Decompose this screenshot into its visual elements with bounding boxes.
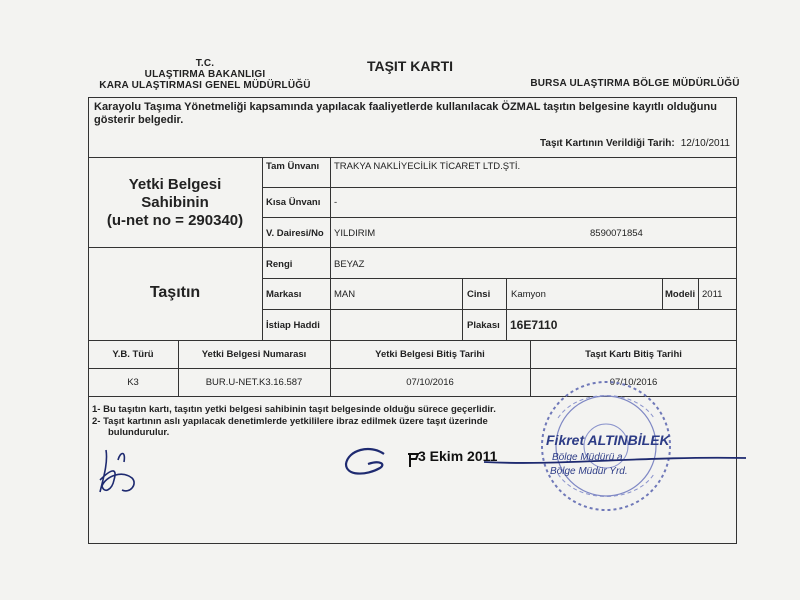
rengi-label: Rengi	[266, 259, 293, 270]
vehicle-section-title: Taşıtın	[149, 284, 201, 301]
th-yetki-no: Yetki Belgesi Numarası	[201, 349, 307, 360]
td-kart-bitis: 07/10/2016	[609, 377, 658, 388]
note-2a: 2- Taşıt kartının aslı yapılacak denetimlerde yetkililere ibraz edilmek üzere taşıt üzerinde	[92, 415, 488, 427]
markasi-value: MAN	[334, 289, 356, 300]
tax-number: 8590071854	[590, 228, 643, 239]
ministry-line2: ULAŞTIRMA BAKANLIGI	[144, 69, 266, 80]
cinsi-label: Cinsi	[467, 289, 491, 300]
signature-left-icon	[92, 440, 152, 502]
holder-title-line2: Sahibinin	[141, 194, 209, 211]
kisa-unvani-value: -	[334, 197, 338, 208]
ministry-line1: T.C.	[195, 58, 215, 69]
ministry-header	[90, 58, 320, 91]
tam-unvani-value: TRAKYA NAKLİYECİLİK TİCARET LTD.ŞTİ.	[334, 161, 521, 172]
modeli-value: 2011	[702, 289, 723, 300]
vdaire-label: V. Dairesi/No	[266, 228, 324, 239]
issue-date-value: 12/10/2011	[680, 138, 730, 149]
istiap-label: İstiap Haddi	[266, 320, 320, 331]
tam-unvani-label: Tam Ünvanı	[266, 161, 320, 172]
vdaire-value: YILDIRIM	[334, 228, 376, 239]
td-yetki-no: BUR.U-NET.K3.16.587	[205, 377, 303, 388]
signature-center-icon	[340, 442, 400, 482]
kisa-unvani-label: Kısa Ünvanı	[266, 197, 321, 208]
markasi-label: Markası	[266, 289, 302, 300]
holder-section-title	[90, 176, 260, 230]
notes	[92, 404, 532, 439]
ministry-line3: KARA ULAŞTIRMASI GENEL MÜDÜRLÜĞÜ	[99, 80, 311, 91]
intro-text: Karayolu Taşıma Yönetmeliği kapsamında yapılacak faaliyetlerde kullanılacak ÖZMAL taşıtın belgesine kayıtlı olduğunu gösterir belgedir.	[94, 101, 717, 126]
plakasi-value: 16E7110	[510, 318, 558, 332]
regional-office: BURSA ULAŞTIRMA BÖLGE MÜDÜRLÜĞÜ	[530, 78, 740, 89]
holder-title-line3: (u-net no = 290340)	[106, 212, 244, 229]
holder-title-line1: Yetki Belgesi	[128, 176, 222, 193]
handwritten-date: 3 Ekim 2011	[418, 448, 498, 464]
issue-date	[480, 138, 730, 149]
signatory-role2: Bölge Müdür Yrd.	[550, 466, 628, 477]
th-yb-turu: Y.B. Türü	[112, 349, 154, 360]
modeli-label: Modeli	[665, 289, 696, 300]
cinsi-value: Kamyon	[511, 289, 546, 300]
td-yb-turu: K3	[127, 377, 139, 388]
th-yetki-bitis: Yetki Belgesi Bitiş Tarihi	[375, 349, 485, 360]
th-kart-bitis: Taşıt Kartı Bitiş Tarihi	[585, 349, 682, 360]
note-1: 1- Bu taşıtın kartı, taşıtın yetki belgesi sahibinin taşıt belgesinde olduğu sürece geçerlidir.	[92, 404, 496, 415]
signatory-role1: Bölge Müdürü a.	[552, 452, 626, 463]
issue-date-label: Taşıt Kartının Verildiği Tarih:	[540, 138, 675, 149]
plakasi-label: Plakası	[467, 320, 500, 331]
rengi-value: BEYAZ	[334, 259, 365, 270]
document-title: TAŞIT KARTI	[366, 58, 454, 74]
note-2b: bulundurulur.	[108, 427, 170, 438]
signatory-name: Fikret ALTINBİLEK	[546, 432, 670, 448]
td-yetki-bitis: 07/10/2016	[406, 377, 454, 388]
